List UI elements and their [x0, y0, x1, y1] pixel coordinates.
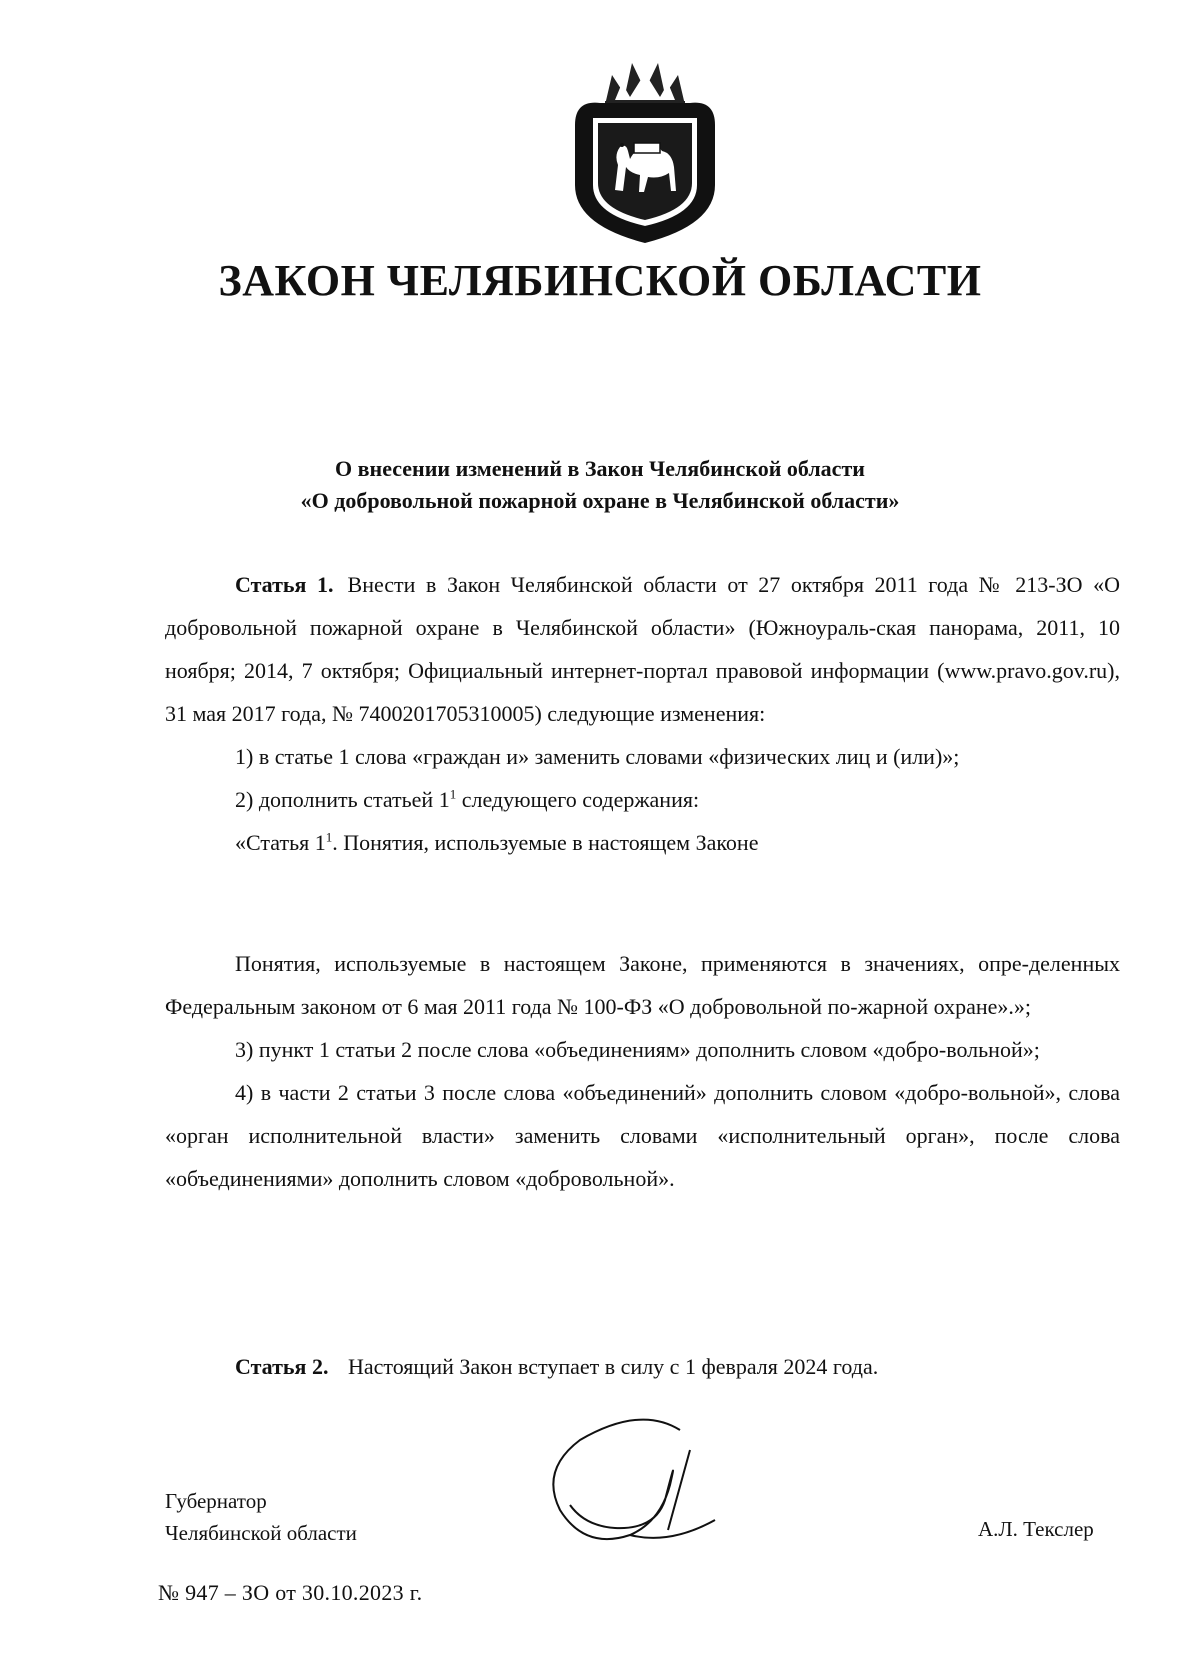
- article-1-intro: [165, 563, 1120, 735]
- position-line-2: Челябинской области: [165, 1521, 357, 1545]
- law-subject: [0, 453, 1200, 517]
- new-article-superscript: 1: [325, 829, 333, 845]
- new-article-heading: [165, 821, 1120, 864]
- new-article-title: . Понятия, используемые в настоящем Законе: [332, 830, 759, 855]
- registration-number: № 947 – ЗО от 30.10.2023 г.: [158, 1580, 423, 1605]
- subject-line-1: О внесении изменений в Закон Челябинской области: [335, 456, 865, 481]
- article-1-intro-text: Внести в Закон Челябинской области от 27 октября 2011 года № 213-ЗО «О добровольной пожарной охране в Челябинской области» (Южноураль-ская панорама, 2011, 10 ноября; 2014, 7 октября; Официальный интернет-портал правовой информации (www.pravo.gov.ru), 31 мая 2017 года, № 7400201705310005) следующие изменения:: [165, 572, 1121, 726]
- law-title: ЗАКОН ЧЕЛЯБИНСКОЙ ОБЛАСТИ: [218, 256, 982, 305]
- coat-of-arms-icon: [570, 55, 720, 245]
- concepts-paragraph: Понятия, используемые в настоящем Законе, применяются в значениях, опре-деленных Федеральным законом от 6 мая 2011 года № 100-ФЗ «О добровольной по-жарной охране».»;: [165, 951, 1120, 1019]
- article-1-continued: [165, 942, 1120, 1200]
- item-4: 4) в части 2 статьи 3 после слова «объединений» дополнить словом «добро-вольной», слова «орган исполнительной власти» заменить словами «исполнительный орган», после слова «объединениями» дополнить словом «добровольной».: [165, 1080, 1120, 1191]
- article-1-label: Статья 1.: [235, 572, 334, 597]
- article-2: [235, 1354, 878, 1380]
- handwritten-signature-icon: [540, 1410, 720, 1570]
- signatory-name: А.Л. Текслер: [978, 1517, 1094, 1541]
- item-3: 3) пункт 1 статьи 2 после слова «объединениям» дополнить словом «добро-вольной»;: [235, 1037, 1040, 1062]
- article-1: [165, 563, 1120, 864]
- item-2-text-end: следующего содержания:: [456, 787, 700, 812]
- item-2-text: 2) дополнить статьей 1: [235, 787, 450, 812]
- item-2-superscript: 1: [449, 786, 457, 802]
- item-1: 1) в статье 1 слова «граждан и» заменить словами «физических лиц и (или)»;: [235, 744, 960, 769]
- item-2: [165, 778, 1120, 821]
- article-2-text: Настоящий Закон вступает в силу с 1 февраля 2024 года.: [347, 1354, 879, 1379]
- signatory-position: [165, 1485, 357, 1549]
- subject-line-2: «О добровольной пожарной охране в Челябинской области»: [300, 488, 900, 513]
- new-article-prefix: «Статья 1: [235, 830, 326, 855]
- article-2-label: Статья 2.: [235, 1354, 329, 1379]
- position-line-1: Губернатор: [165, 1489, 267, 1513]
